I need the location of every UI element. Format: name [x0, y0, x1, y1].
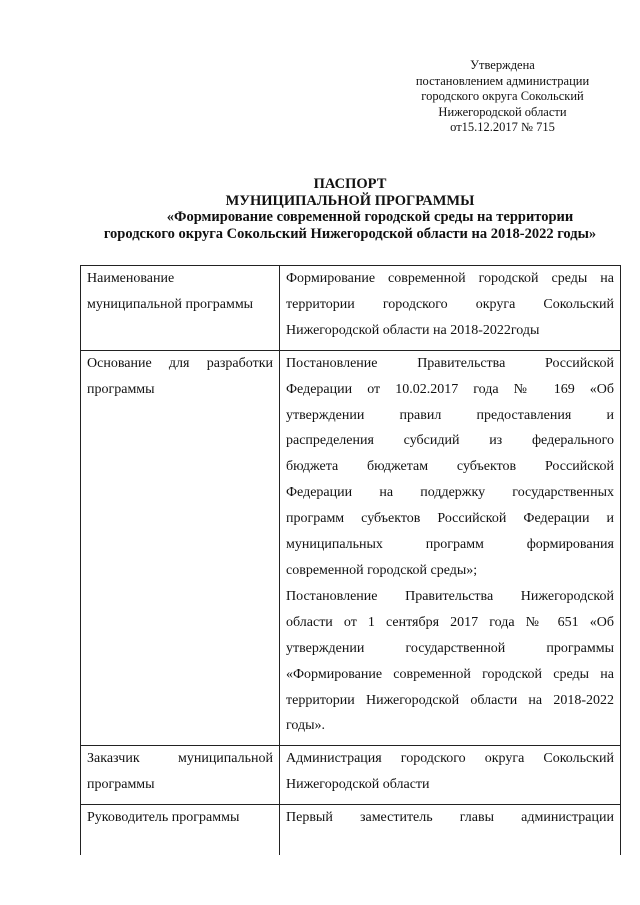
label-line: программы — [87, 381, 155, 397]
title-line: МУНИЦИПАЛЬНОЙ ПРОГРАММЫ — [225, 192, 475, 209]
value-line: Администрация городского округа Сокольский — [286, 751, 614, 767]
title-line: городского округа Сокольский Нижегородской области на 2018-2022 годы» — [103, 225, 597, 242]
value-line: Формирование современной городской среды на — [286, 271, 614, 286]
table-row — [81, 805, 621, 856]
value-line: Нижегородской области на 2018-2022годы — [286, 322, 540, 338]
label-line: Наименование — [87, 271, 175, 286]
title-line: ПАСПОРТ — [313, 176, 387, 192]
approval-line: Нижегородской области — [438, 104, 567, 119]
passport-table — [80, 265, 621, 855]
value-line: «Формирование современной городской среды на — [286, 666, 614, 682]
value-line: распределения субсидий из федерального — [286, 433, 614, 449]
table-row — [81, 350, 621, 746]
table-row — [81, 746, 621, 805]
value-line: Федерации на поддержку государственных — [286, 485, 614, 501]
approval-stamp — [395, 58, 610, 136]
approval-line: городского округа Сокольский — [421, 89, 584, 103]
row-label — [81, 350, 280, 746]
value-line: Нижегородской области — [286, 777, 430, 793]
value-line: программ субъектов Российской Федерации и — [286, 511, 614, 527]
table-row — [81, 266, 621, 351]
row-label — [81, 805, 280, 856]
value-line: территории Нижегородской области на 2018-2022 — [286, 692, 614, 708]
row-label — [81, 266, 280, 351]
approval-date-number: от15.12.2017 № 715 — [450, 120, 555, 134]
label-line: Заказчик муниципальной — [87, 751, 273, 767]
row-value — [280, 350, 621, 746]
value-line: годы». — [286, 718, 326, 734]
approval-line: Утверждена — [470, 58, 535, 72]
value-line: утверждении государственной программы — [286, 640, 614, 656]
label-line: Основание для разработки — [87, 355, 273, 371]
value-line: области от 1 сентября 2017 года № 651 «Об — [286, 614, 614, 630]
value-line: Федерации от 10.02.2017 года № 169 «Об — [286, 381, 614, 397]
value-line: Постановление Правительства Российской — [286, 355, 614, 371]
row-label — [81, 746, 280, 805]
approval-line: постановлением администрации — [415, 73, 590, 88]
value-line: утверждении правил предоставления и — [286, 407, 614, 423]
value-line: муниципальных программ формирования — [286, 537, 614, 553]
label-line: муниципальной программы — [87, 296, 254, 312]
title-line: «Формирование современной городской среды на территории — [166, 209, 574, 225]
document-title — [60, 176, 640, 242]
label-line: Руководитель программы — [87, 810, 240, 826]
row-value — [280, 266, 621, 351]
row-value — [280, 746, 621, 805]
value-line: Постановление Правительства Нижегородской — [286, 588, 614, 604]
label-line: программы — [87, 777, 155, 793]
value-line: территории городского округа Сокольский — [286, 296, 614, 312]
value-line: современной городской среды»; — [286, 562, 478, 578]
value-line: бюджета бюджетам субъектов Российской — [286, 459, 614, 475]
row-value — [280, 805, 621, 856]
value-line: Первый заместитель главы администрации — [286, 810, 614, 826]
